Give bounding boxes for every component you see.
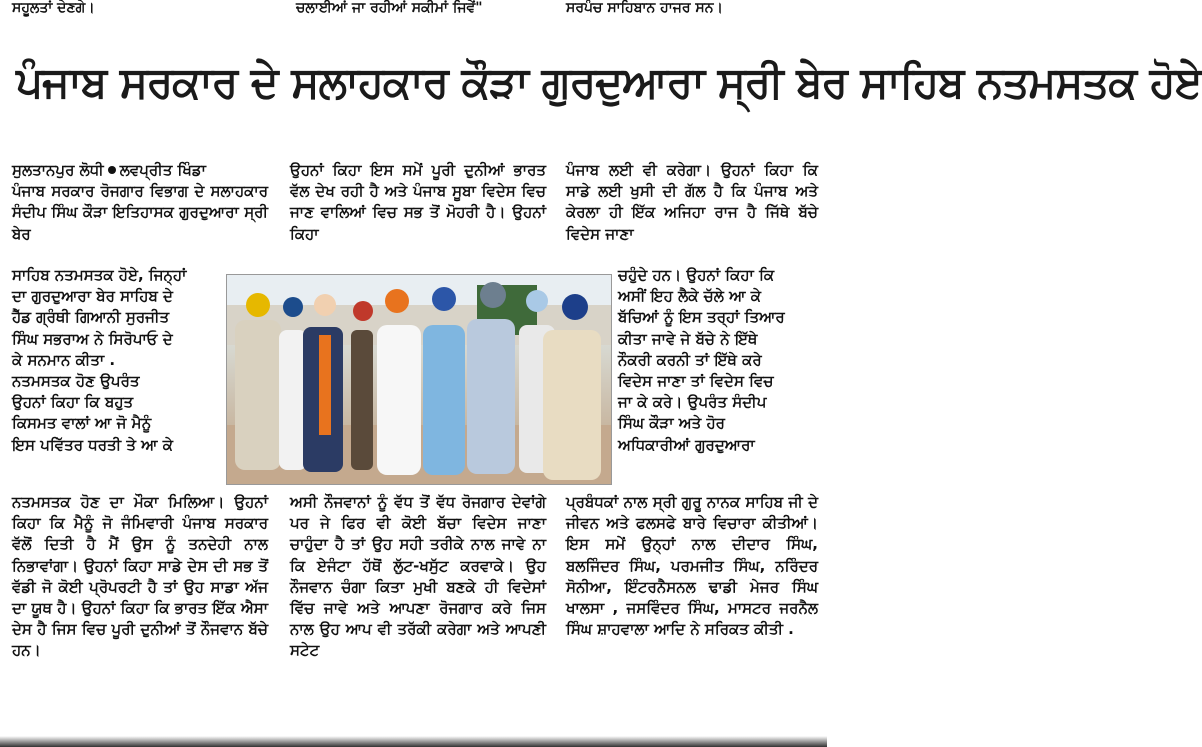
column-1-beside-photo [12, 265, 220, 456]
col3-line: ਜਾ ਕੇ ਕਰੇ। ਉਪਰੰਤ ਸੰਦੀਪ [618, 393, 767, 412]
news-photo [226, 274, 612, 485]
col1-line: ਦਾ ਗੁਰਦੁਆਰਾ ਬੇਰ ਸਾਹਿਬ ਦੇ [12, 287, 173, 306]
previous-article-strip [0, 0, 827, 22]
column-2-bottom: ਅਸੀ ਨੌਜਵਾਨਾਂ ਨੂੰ ਵੱਧ ਤੋਂ ਵੱਧ ਰੋਜਗਾਰ ਦੇਵਾਂਗੇ ਪਰ ਜੇ ਫਿਰ ਵੀ ਕੋਈ ਬੱਚਾ ਵਿਦੇਸ ਜਾਣਾ ਚਾਹੁੰਦਾ ਹੈ ਤਾਂ ਉਹ ਸਹੀ ਤਰੀਕੇ ਨਾਲ ਜਾਵੇ ਨਾ ਕਿ ਏਜੰਟਾ ਹੱਥੋਂ ਲੁੱਟ-ਖਸੁੱਟ ਕਰਵਾਕੇ। ਉਹ ਨੌਜਵਾਨ ਚੰਗਾ ਕਿਤਾ ਮੁਖੀ ਬਣਕੇ ਹੀ ਵਿਦੇਸਾਂ ਵਿੱਚ ਜਾਵੇ ਅਤੇ ਆਪਣਾ ਰੋਜਗਾਰ ਕਰੇ ਜਿਸ ਨਾਲ ਉਹ ਆਪ ਵੀ ਤਰੱਕੀ ਕਰੇਗਾ ਅਤੇ ਆਪਣੀ ਸਟੇਟ [290, 493, 546, 660]
col3-line: ਅਧਿਕਾਰੀਆਂ ਗੁਰਦੁਆਰਾ [618, 435, 755, 454]
column-1-intro: ਪੰਜਾਬ ਸਰਕਾਰ ਰੋਜਗਾਰ ਵਿਭਾਗ ਦੇ ਸਲਾਹਕਾਰ ਸੰਦੀਪ ਸਿੰਘ ਕੌੜਾ ਇਤਿਹਾਸਕ ਗੁਰਦੁਆਰਾ ਸ੍ਰੀ ਬੇਰ [12, 182, 268, 243]
group-photo-illustration [227, 275, 611, 484]
col3-line: ਕੀਤਾ ਜਾਵੇ ਜੇ ਬੱਚੇ ਨੇ ਇੱਥੇ [618, 329, 758, 348]
column-2-top: ਉਹਨਾਂ ਕਿਹਾ ਇਸ ਸਮੇਂ ਪੂਰੀ ਦੁਨੀਆਂ ਭਾਰਤ ਵੱਲ ਦੇਖ ਰਹੀ ਹੈ ਅਤੇ ਪੰਜਾਬ ਸੂਬਾ ਵਿਦੇਸ ਵਿਚ ਜਾਣ ਵਾਲਿਆਂ ਵਿਚ ਸਭ ਤੋਂ ਮੋਹਰੀ ਹੈ। ਉਹਨਾਂ ਕਿਹਾ [290, 161, 546, 243]
col1-line: ਕੇ ਸਨਮਾਨ ਕੀਤਾ . [12, 350, 116, 369]
column-1-bottom: ਨਤਮਸਤਕ ਹੋਣ ਦਾ ਮੌਕਾ ਮਿਲਿਆ। ਉਹਨਾਂ ਕਿਹਾ ਕਿ ਮੈਨੂੰ ਜੋ ਜੰਮਿਵਾਰੀ ਪੰਜਾਬ ਸਰਕਾਰ ਵੱਲੋਂ ਦਿਤੀ ਹੈ ਮੈਂ ਉਸ ਨੂੰ ਤਨਦੇਹੀ ਨਾਲ ਨਿਭਾਵਾਂਗਾ। ਉਹਨਾਂ ਕਿਹਾ ਸਾਡੇ ਦੇਸ ਦੀ ਸਭ ਤੋਂ ਵੱਡੀ ਜੋ ਕੋਈ ਪ੍ਰੋਪਰਟੀ ਹੈ ਤਾਂ ਉਹ ਸਾਡਾ ਅੱਜ ਦਾ ਯੂਥ ਹੈ। ਉਹਨਾਂ ਕਿਹਾ ਕਿ ਭਾਰਤ ਇੱਕ ਐਸਾ ਦੇਸ ਹੈ ਜਿਸ ਵਿਚ ਪੂਰੀ ਦੁਨੀਆਂ ਤੋਂ ਨੌਜਵਾਨ ਬੱਚੇ ਹਨ। [12, 493, 268, 660]
col1-line: ਸਿੰਘ ਸਭਰਾਅ ਨੇ ਸਿਰੋਪਾਓ ਦੇ [12, 329, 173, 348]
byline [12, 160, 268, 181]
col3-line: ਬੱਚਿਆਂ ਨੂੰ ਇਸ ਤਰ੍ਹਾਂ ਤਿਆਰ [618, 308, 785, 327]
column-3-top: ਪੰਜਾਬ ਲਈ ਵੀ ਕਰੇਗਾ। ਉਹਨਾਂ ਕਿਹਾ ਕਿ ਸਾਡੇ ਲਈ ਖੁਸੀ ਦੀ ਗੱਲ ਹੈ ਕਿ ਪੰਜਾਬ ਅਤੇ ਕੇਰਲਾ ਹੀ ਇੱਕ ਅਜਿਹਾ ਰਾਜ ਹੈ ਜਿੱਥੇ ਬੱਚੇ ਵਿਦੇਸ ਜਾਣਾ [566, 161, 818, 243]
col1-line: ਨਤਮਸਤਕ ਹੋਣ ਉਪਰੰਤ [12, 372, 140, 391]
col1-line: ਇਸ ਪਵਿੱਤਰ ਧਰਤੀ ਤੇ ਆ ਕੇ [12, 435, 173, 454]
bullet-icon [108, 166, 116, 174]
col1-line: ਕਿਸਮਤ ਵਾਲਾਂ ਆ ਜੋ ਮੈਨੂੰ [12, 414, 152, 433]
col3-line: ਸਿੰਘ ਕੌੜਾ ਅਤੇ ਹੋਰ [618, 414, 725, 433]
next-article-strip [0, 736, 827, 747]
col3-line: ਚਹੁੰਦੇ ਹਨ। ਉਹਨਾਂ ਕਿਹਾ ਕਿ [618, 266, 775, 284]
byline-reporter: ਲਵਪ੍ਰੀਤ ਖਿੰਡਾ [119, 161, 206, 179]
col3-line: ਨੌਕਰੀ ਕਰਨੀ ਤਾਂ ਇੱਥੇ ਕਰੇ [618, 350, 762, 369]
column-1-top [12, 160, 268, 245]
top-strip-left-text: ਸਹੂਲਤਾਂ ਦੇਣਗੇ। [12, 0, 95, 16]
top-strip-right-text: ਸਰਪੰਚ ਸਾਹਿਬਾਨ ਹਾਜਰ ਸਨ। [566, 0, 723, 16]
col3-line: ਅਸੀਂ ਇਹ ਲੈਕੇ ਚੱਲੇ ਆ ਕੇ [618, 287, 761, 306]
column-3-bottom: ਪ੍ਰਬੰਧਕਾਂ ਨਾਲ ਸ੍ਰੀ ਗੁਰੂ ਨਾਨਕ ਸਾਹਿਬ ਜੀ ਦੇ ਜੀਵਨ ਅਤੇ ਫਲਸਫੇ ਬਾਰੇ ਵਿਚਾਰਾ ਕੀਤੀਆਂ। ਇਸ ਸਮੇਂ ਉਨ੍ਹਾਂ ਨਾਲ ਦੀਦਾਰ ਸਿੰਘ, ਬਲਜਿੰਦਰ ਸਿੰਘ, ਪਰਮਜੀਤ ਸਿੰਘ, ਨਰਿੰਦਰ ਸੋਨੀਆ, ਇੰਟਰਨੈਸਨਲ ਢਾਡੀ ਮੇਜਰ ਸਿੰਘ ਖਾਲਸਾ , ਜਸਵਿੰਦਰ ਸਿੰਘ, ਮਾਸਟਰ ਜਰਨੈਲ ਸਿੰਘ ਸ਼ਾਹਵਾਲਾ ਆਦਿ ਨੇ ਸਰਿਕਤ ਕੀਤੀ . [566, 493, 818, 639]
article-headline: ਪੰਜਾਬ ਸਰਕਾਰ ਦੇ ਸਲਾਹਕਾਰ ਕੌੜਾ ਗੁਰਦੁਆਰਾ ਸ੍ਰੀ ਬੇਰ ਸਾਹਿਬ ਨਤਮਸਤਕ ਹੋਏ [16, 58, 1202, 108]
col3-line: ਵਿਦੇਸ ਜਾਣਾ ਤਾਂ ਵਿਦੇਸ ਵਿਚ [618, 372, 774, 391]
col1-line: ਸਾਹਿਬ ਨਤਮਸਤਕ ਹੋਏ, ਜਿਨ੍ਹਾਂ [12, 266, 187, 284]
top-strip-middle-text: ਚਲਾਈਆਂ ਜਾ ਰਹੀਆਂ ਸਕੀਮਾਂ ਜਿਵੇਂ" [296, 0, 483, 16]
col1-line: ਹੈੱਡ ਗ੍ਰੰਥੀ ਗਿਆਨੀ ਸੁਰਜੀਤ [12, 308, 170, 327]
byline-place: ਸੁਲਤਾਨਪੁਰ ਲੋਧੀ [12, 161, 104, 179]
column-3-beside-photo [618, 265, 818, 456]
col1-line: ਉਹਨਾਂ ਕਿਹਾ ਕਿ ਬਹੁਤ [12, 393, 134, 412]
